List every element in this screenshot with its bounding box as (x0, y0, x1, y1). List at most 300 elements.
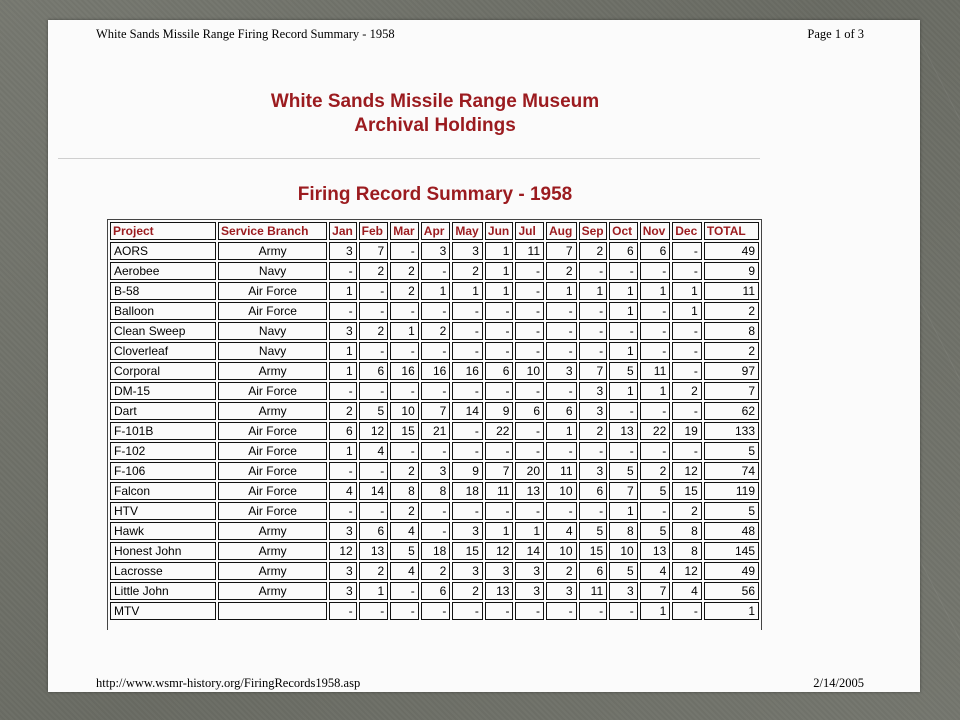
count-cell: - (329, 502, 357, 520)
firing-record-table-frame (107, 219, 762, 630)
branch-cell: Army (218, 582, 327, 600)
count-cell: 1 (579, 282, 608, 300)
count-cell: 7 (485, 462, 514, 480)
count-cell: - (452, 502, 483, 520)
count-cell: 6 (329, 422, 357, 440)
count-cell: - (452, 442, 483, 460)
count-cell: 1 (359, 582, 389, 600)
count-cell: 15 (579, 542, 608, 560)
branch-cell: Navy (218, 322, 327, 340)
count-cell: - (390, 442, 419, 460)
count-cell: 2 (390, 462, 419, 480)
count-cell: - (329, 382, 357, 400)
project-cell: AORS (110, 242, 216, 260)
count-cell: - (452, 602, 483, 620)
column-header: Sep (579, 222, 608, 240)
count-cell: 1 (609, 342, 638, 360)
count-cell: 12 (329, 542, 357, 560)
count-cell: 1 (329, 362, 357, 380)
count-cell: 2 (359, 262, 389, 280)
count-cell: 3 (329, 582, 357, 600)
count-cell: 2 (329, 402, 357, 420)
count-cell: 5 (390, 542, 419, 560)
count-cell: 6 (421, 582, 451, 600)
count-cell: 7 (609, 482, 638, 500)
count-cell: - (640, 502, 671, 520)
count-cell: 1 (546, 282, 577, 300)
table-row (110, 422, 759, 440)
count-cell: 11 (515, 242, 544, 260)
branch-cell: Air Force (218, 422, 327, 440)
count-cell: 12 (672, 462, 702, 480)
count-cell: 18 (421, 542, 451, 560)
column-header: Nov (640, 222, 671, 240)
project-cell: DM-15 (110, 382, 216, 400)
count-cell: 3 (546, 582, 577, 600)
count-cell: - (452, 302, 483, 320)
count-cell: 8 (672, 542, 702, 560)
count-cell: - (515, 282, 544, 300)
count-cell: 8 (672, 522, 702, 540)
column-header: Project (110, 222, 216, 240)
count-cell: 9 (704, 262, 759, 280)
table-row (110, 522, 759, 540)
count-cell: - (452, 422, 483, 440)
count-cell: 1 (485, 242, 514, 260)
count-cell: 6 (579, 482, 608, 500)
count-cell: 3 (515, 562, 544, 580)
count-cell: - (579, 322, 608, 340)
count-cell: 2 (452, 582, 483, 600)
count-cell: - (390, 302, 419, 320)
count-cell: 1 (640, 282, 671, 300)
branch-cell: Army (218, 362, 327, 380)
count-cell: 3 (329, 242, 357, 260)
count-cell: 11 (485, 482, 514, 500)
count-cell: 6 (359, 522, 389, 540)
count-cell: 10 (390, 402, 419, 420)
count-cell: - (452, 382, 483, 400)
count-cell: - (672, 402, 702, 420)
count-cell: - (672, 342, 702, 360)
count-cell: 2 (546, 262, 577, 280)
count-cell: 4 (390, 522, 419, 540)
count-cell: 11 (579, 582, 608, 600)
page-header-title: White Sands Missile Range Firing Record Summary - 1958 (96, 27, 395, 41)
count-cell: 6 (640, 242, 671, 260)
count-cell: 7 (640, 582, 671, 600)
branch-cell: Army (218, 562, 327, 580)
count-cell: 133 (704, 422, 759, 440)
project-cell: Balloon (110, 302, 216, 320)
count-cell: 11 (546, 462, 577, 480)
count-cell: - (672, 442, 702, 460)
count-cell: 11 (704, 282, 759, 300)
branch-cell: Air Force (218, 462, 327, 480)
count-cell: 3 (579, 382, 608, 400)
count-cell: 49 (704, 242, 759, 260)
count-cell: - (672, 362, 702, 380)
count-cell: - (515, 302, 544, 320)
count-cell: - (672, 322, 702, 340)
count-cell: 8 (609, 522, 638, 540)
table-row (110, 402, 759, 420)
column-header: Mar (390, 222, 419, 240)
column-header: Oct (609, 222, 638, 240)
count-cell: 5 (359, 402, 389, 420)
table-row (110, 442, 759, 460)
count-cell: 6 (546, 402, 577, 420)
count-cell: 9 (452, 462, 483, 480)
count-cell: 3 (579, 402, 608, 420)
count-cell: - (640, 322, 671, 340)
branch-cell: Air Force (218, 502, 327, 520)
count-cell: - (329, 262, 357, 280)
count-cell: - (359, 382, 389, 400)
count-cell: 1 (546, 422, 577, 440)
count-cell: - (359, 282, 389, 300)
count-cell: - (546, 342, 577, 360)
count-cell: 1 (329, 342, 357, 360)
branch-cell: Army (218, 402, 327, 420)
count-cell: 1 (452, 282, 483, 300)
project-cell: Little John (110, 582, 216, 600)
table-row (110, 542, 759, 560)
count-cell: 14 (452, 402, 483, 420)
count-cell: 1 (485, 522, 514, 540)
project-cell: F-102 (110, 442, 216, 460)
count-cell: 13 (359, 542, 389, 560)
count-cell: 3 (452, 522, 483, 540)
count-cell: - (329, 462, 357, 480)
count-cell: - (609, 602, 638, 620)
table-row (110, 602, 759, 620)
count-cell: 1 (329, 282, 357, 300)
count-cell: 5 (704, 442, 759, 460)
table-row (110, 502, 759, 520)
count-cell: - (672, 242, 702, 260)
count-cell: 5 (640, 522, 671, 540)
count-cell: 1 (672, 282, 702, 300)
count-cell: 16 (421, 362, 451, 380)
count-cell: 12 (359, 422, 389, 440)
count-cell: 4 (359, 442, 389, 460)
count-cell: 2 (421, 322, 451, 340)
count-cell: 74 (704, 462, 759, 480)
count-cell: 3 (452, 242, 483, 260)
count-cell: - (390, 602, 419, 620)
count-cell: 2 (546, 562, 577, 580)
count-cell: - (546, 442, 577, 460)
count-cell: 3 (329, 322, 357, 340)
count-cell: 5 (704, 502, 759, 520)
count-cell: - (421, 342, 451, 360)
count-cell: 15 (390, 422, 419, 440)
count-cell: 1 (672, 302, 702, 320)
background-decoration (920, 0, 960, 720)
count-cell: 3 (485, 562, 514, 580)
column-header: May (452, 222, 483, 240)
branch-cell: Army (218, 542, 327, 560)
count-cell: 15 (452, 542, 483, 560)
count-cell: 1 (609, 282, 638, 300)
count-cell: 6 (579, 562, 608, 580)
page-date: 2/14/2005 (813, 676, 864, 690)
count-cell: - (421, 442, 451, 460)
count-cell: - (640, 262, 671, 280)
column-header: Aug (546, 222, 577, 240)
project-cell: Clean Sweep (110, 322, 216, 340)
count-cell: 20 (515, 462, 544, 480)
count-cell: 10 (546, 482, 577, 500)
count-cell: 3 (609, 582, 638, 600)
count-cell: 2 (421, 562, 451, 580)
count-cell: - (640, 402, 671, 420)
count-cell: 7 (421, 402, 451, 420)
count-cell: 2 (359, 562, 389, 580)
count-cell: 19 (672, 422, 702, 440)
count-cell: 5 (609, 562, 638, 580)
count-cell: 6 (359, 362, 389, 380)
project-cell: Aerobee (110, 262, 216, 280)
count-cell: 5 (579, 522, 608, 540)
count-cell: - (546, 502, 577, 520)
count-cell: 3 (329, 522, 357, 540)
count-cell: 145 (704, 542, 759, 560)
project-cell: Falcon (110, 482, 216, 500)
count-cell: 21 (421, 422, 451, 440)
count-cell: - (515, 422, 544, 440)
count-cell: 22 (640, 422, 671, 440)
project-cell: F-106 (110, 462, 216, 480)
count-cell: 97 (704, 362, 759, 380)
table-row (110, 582, 759, 600)
count-cell: - (546, 602, 577, 620)
count-cell: - (515, 382, 544, 400)
count-cell: 119 (704, 482, 759, 500)
museum-title: White Sands Missile Range Museum (270, 91, 600, 112)
count-cell: 2 (390, 502, 419, 520)
count-cell: - (672, 262, 702, 280)
count-cell: - (329, 302, 357, 320)
count-cell: 3 (546, 362, 577, 380)
count-cell: - (390, 342, 419, 360)
table-row (110, 322, 759, 340)
count-cell: 14 (515, 542, 544, 560)
count-cell: 1 (640, 382, 671, 400)
count-cell: 15 (672, 482, 702, 500)
table-row (110, 342, 759, 360)
count-cell: - (579, 442, 608, 460)
count-cell: 12 (672, 562, 702, 580)
count-cell: - (640, 302, 671, 320)
count-cell: 6 (485, 362, 514, 380)
count-cell: 4 (546, 522, 577, 540)
count-cell: - (579, 502, 608, 520)
count-cell: 10 (609, 542, 638, 560)
count-cell: - (546, 382, 577, 400)
table-header-row (110, 222, 759, 240)
count-cell: - (390, 242, 419, 260)
count-cell: 4 (329, 482, 357, 500)
count-cell: 16 (390, 362, 419, 380)
branch-cell: Air Force (218, 482, 327, 500)
archival-title: Archival Holdings (354, 115, 516, 136)
count-cell: - (515, 322, 544, 340)
count-cell: - (421, 602, 451, 620)
count-cell: 2 (390, 262, 419, 280)
count-cell: 2 (704, 342, 759, 360)
count-cell: - (579, 302, 608, 320)
count-cell: - (485, 302, 514, 320)
count-cell: 6 (609, 242, 638, 260)
count-cell: 8 (421, 482, 451, 500)
count-cell: 16 (452, 362, 483, 380)
column-header: Service Branch (218, 222, 327, 240)
column-header: Apr (421, 222, 451, 240)
count-cell: - (359, 342, 389, 360)
count-cell: 13 (640, 542, 671, 560)
count-cell: 4 (390, 562, 419, 580)
branch-cell (218, 602, 327, 620)
count-cell: 2 (452, 262, 483, 280)
count-cell: 2 (704, 302, 759, 320)
count-cell: 1 (390, 322, 419, 340)
count-cell: - (546, 302, 577, 320)
count-cell: 1 (640, 602, 671, 620)
count-cell: - (359, 502, 389, 520)
project-cell: Lacrosse (110, 562, 216, 580)
divider (58, 158, 760, 159)
column-header: Jul (515, 222, 544, 240)
table-row (110, 382, 759, 400)
count-cell: - (579, 262, 608, 280)
count-cell: 13 (515, 482, 544, 500)
count-cell: 1 (704, 602, 759, 620)
table-row (110, 302, 759, 320)
count-cell: - (421, 302, 451, 320)
count-cell: 5 (609, 362, 638, 380)
project-cell: B-58 (110, 282, 216, 300)
count-cell: 3 (452, 562, 483, 580)
document-page (48, 20, 920, 692)
project-cell: F-101B (110, 422, 216, 440)
count-cell: 13 (485, 582, 514, 600)
section-title: Firing Record Summary - 1958 (297, 184, 573, 205)
branch-cell: Air Force (218, 282, 327, 300)
count-cell: - (485, 502, 514, 520)
count-cell: - (359, 462, 389, 480)
count-cell: - (515, 442, 544, 460)
count-cell: 12 (485, 542, 514, 560)
count-cell: - (390, 382, 419, 400)
count-cell: - (452, 322, 483, 340)
count-cell: - (609, 442, 638, 460)
count-cell: 3 (421, 242, 451, 260)
count-cell: - (421, 522, 451, 540)
table-row (110, 282, 759, 300)
count-cell: 10 (546, 542, 577, 560)
count-cell: 1 (485, 282, 514, 300)
count-cell: - (579, 602, 608, 620)
count-cell: 1 (485, 262, 514, 280)
count-cell: 3 (515, 582, 544, 600)
count-cell: 2 (640, 462, 671, 480)
count-cell: 1 (515, 522, 544, 540)
count-cell: - (579, 342, 608, 360)
count-cell: 2 (390, 282, 419, 300)
count-cell: 7 (579, 362, 608, 380)
count-cell: 56 (704, 582, 759, 600)
project-cell: Dart (110, 402, 216, 420)
project-cell: HTV (110, 502, 216, 520)
count-cell: 1 (609, 302, 638, 320)
count-cell: - (421, 262, 451, 280)
count-cell: 2 (672, 382, 702, 400)
count-cell: - (485, 442, 514, 460)
table-row (110, 562, 759, 580)
count-cell: 1 (609, 382, 638, 400)
count-cell: 13 (609, 422, 638, 440)
count-cell: 5 (640, 482, 671, 500)
count-cell: 4 (640, 562, 671, 580)
count-cell: 7 (546, 242, 577, 260)
project-cell: Corporal (110, 362, 216, 380)
table-row (110, 242, 759, 260)
count-cell: 10 (515, 362, 544, 380)
count-cell: 7 (359, 242, 389, 260)
count-cell: 3 (421, 462, 451, 480)
count-cell: 2 (579, 422, 608, 440)
count-cell: 2 (359, 322, 389, 340)
table-row (110, 362, 759, 380)
count-cell: - (515, 502, 544, 520)
count-cell: 1 (329, 442, 357, 460)
branch-cell: Army (218, 522, 327, 540)
count-cell: - (485, 342, 514, 360)
count-cell: - (485, 602, 514, 620)
count-cell: 7 (704, 382, 759, 400)
count-cell: - (515, 262, 544, 280)
branch-cell: Navy (218, 262, 327, 280)
count-cell: - (546, 322, 577, 340)
column-header: Jan (329, 222, 357, 240)
count-cell: - (485, 322, 514, 340)
project-cell: Cloverleaf (110, 342, 216, 360)
branch-cell: Air Force (218, 382, 327, 400)
count-cell: 2 (672, 502, 702, 520)
count-cell: 3 (579, 462, 608, 480)
branch-cell: Air Force (218, 442, 327, 460)
count-cell: - (609, 262, 638, 280)
column-header: Dec (672, 222, 702, 240)
count-cell: - (485, 382, 514, 400)
branch-cell: Navy (218, 342, 327, 360)
column-header: TOTAL (704, 222, 759, 240)
count-cell: 48 (704, 522, 759, 540)
count-cell: 8 (390, 482, 419, 500)
count-cell: 9 (485, 402, 514, 420)
count-cell: 1 (421, 282, 451, 300)
count-cell: 3 (329, 562, 357, 580)
column-header: Jun (485, 222, 514, 240)
count-cell: - (421, 502, 451, 520)
count-cell: - (359, 302, 389, 320)
count-cell: 11 (640, 362, 671, 380)
count-cell: 14 (359, 482, 389, 500)
branch-cell: Air Force (218, 302, 327, 320)
count-cell: 1 (609, 502, 638, 520)
